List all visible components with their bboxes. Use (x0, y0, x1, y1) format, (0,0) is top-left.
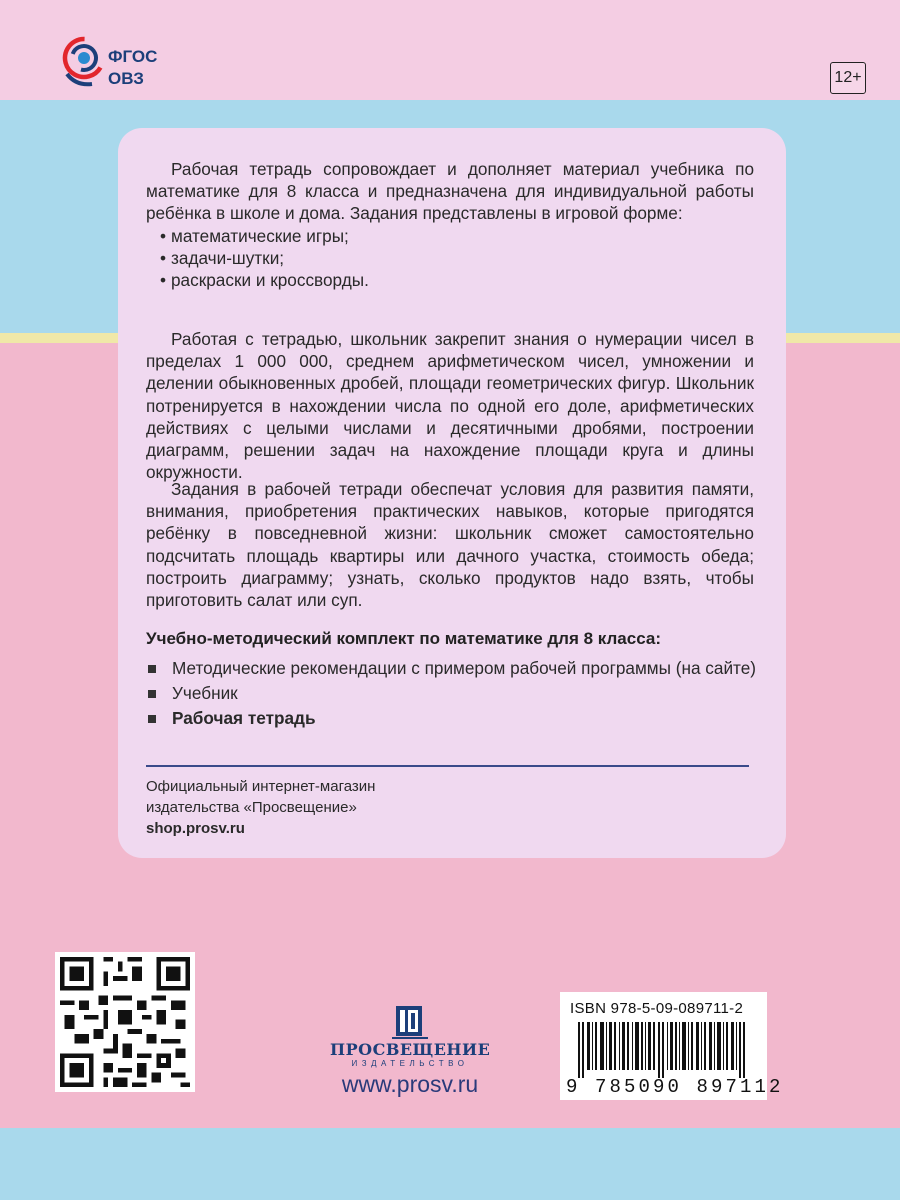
age-rating-badge: 12+ (830, 62, 866, 94)
prosveshchenie-logo-icon (390, 1004, 430, 1040)
skills-paragraph: Работая с тетрадью, школьник закрепит знания о нумерации чисел в пределах 1 000 000, среднем арифметическом чисел, умножении и делении обыкновенных дробей, площади геометрических фигур. Школьник потренируется в нахождении числа по одной его доле, арифметических действиях с целыми числами и десятичными дробями, построении диаграмм, решении задач на нахождение площади круга и длины окружности. (146, 329, 754, 483)
kit-list (146, 657, 766, 733)
intro-paragraph: Рабочая тетрадь сопровождает и дополняет материал учебника по математике для 8 класса и предназначена для индивидуальной работы ребёнка в школе и дома. Задания представлены в игровой форме: • математические игры; • задачи-шутки; • раскраски и кроссворды. (146, 159, 754, 291)
shop-info: Официальный интернет-магазин издательства «Просвещение» shop.prosv.ru (146, 778, 376, 837)
publisher-subtitle: ИЗДАТЕЛЬСТВО (351, 1059, 469, 1068)
list-item: • раскраски и кроссворды. (160, 270, 369, 291)
kit-title: Учебно-методический комплект по математике для 8 класса: (146, 629, 661, 648)
list-item: • задачи-шутки; (160, 247, 285, 268)
kit-item: Учебник (146, 682, 766, 704)
kit-item-current: Рабочая тетрадь (146, 707, 766, 729)
publisher-url[interactable]: www.prosv.ru (341, 1071, 479, 1097)
fgos-label: ФГОС ОВЗ (108, 47, 158, 88)
barcode-icon (578, 1022, 758, 1078)
divider (146, 765, 749, 767)
game-form-list (146, 225, 754, 292)
bottom-band (0, 1128, 900, 1200)
list-item: • математические игры; (160, 225, 349, 246)
publisher-name: ПРОСВЕЩЕНИЕ (330, 1040, 491, 1059)
qr-code-icon[interactable] (55, 952, 195, 1092)
benefits-paragraph: Задания в рабочей тетради обеспечат условия для развития памяти, внимания, приобретения практических навыков, которые пригодятся ребёнку в повседневной жизни: школьник сможет самостоятельно подсчитать площадь квартиры или дачного участка, стоимость обеда; построить диаграмму; узнать, сколько продуктов надо взять, чтобы приготовить салат или суп. (146, 479, 754, 611)
kit-item: Методические рекомендации с примером рабочей программы (на сайте) (146, 657, 766, 679)
isbn-label: ISBN 978-5-09-089711-2 (570, 1000, 744, 1017)
ean-number: 9 785090 897112 (566, 1076, 784, 1098)
shop-link[interactable]: shop.prosv.ru (146, 820, 245, 837)
